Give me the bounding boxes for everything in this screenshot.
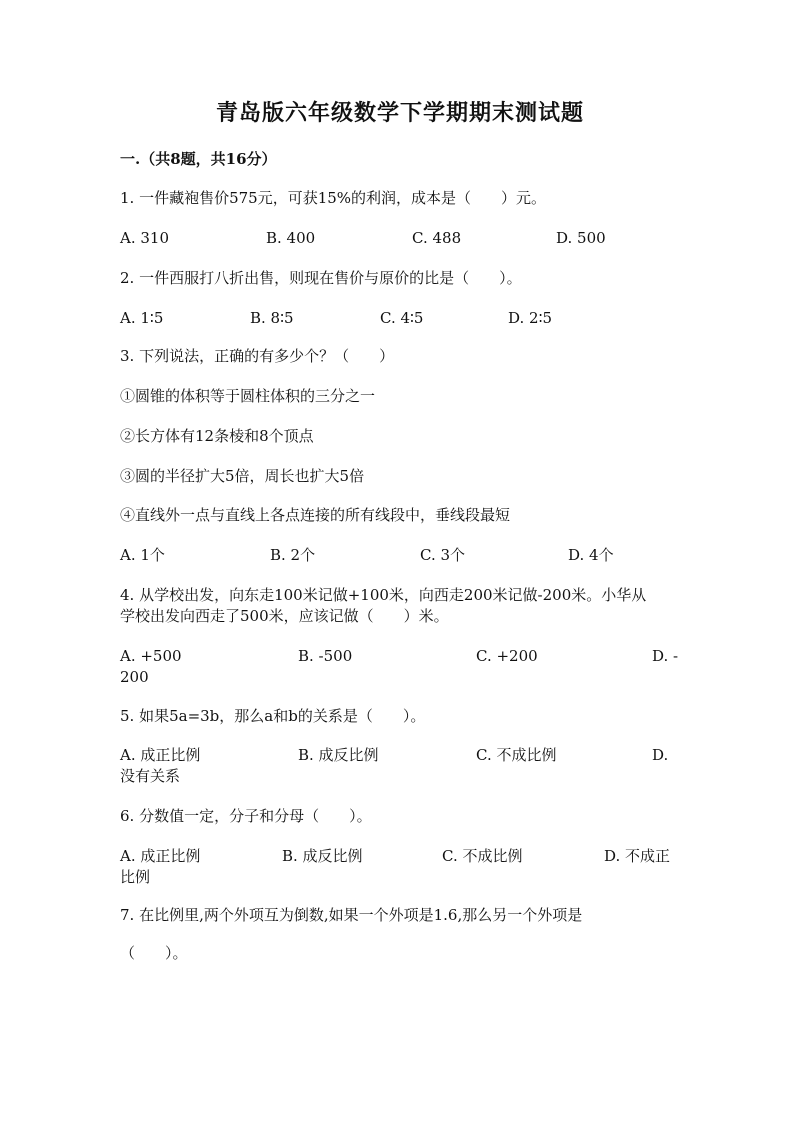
- question-3-stem: 3. 下列说法，正确的有多少个？（ ）: [120, 347, 395, 365]
- question-4-option-b: B. -500: [298, 647, 353, 665]
- question-6-option-d: D. 不成正: [604, 847, 671, 865]
- question-3-option-b: B. 2个: [270, 546, 316, 564]
- question-3-statement-1: ①圆锥的体积等于圆柱体积的三分之一: [120, 387, 376, 405]
- question-4-stem-line-2: 学校出发向西走了500米，应该记做（ ）米。: [120, 607, 449, 625]
- question-2-stem: 2. 一件西服打八折出售，则现在售价与原价的比是（ ）。: [120, 269, 522, 287]
- question-4-stem-line-1: 4. 从学校出发，向东走100米记做+100米，向西走200米记做-200米。小华从: [120, 586, 647, 604]
- question-1-option-b: B. 400: [266, 229, 316, 247]
- question-3-option-c: C. 3个: [420, 546, 466, 564]
- question-5-option-b: B. 成反比例: [298, 746, 379, 764]
- question-5-option-d-wrap: 没有关系: [120, 767, 181, 785]
- question-3-option-a: A. 1个: [120, 546, 165, 564]
- page-title: 青岛版六年级数学下学期期末测试题: [215, 100, 584, 126]
- question-6-option-c: C. 不成比例: [442, 847, 523, 865]
- question-2-option-c: C. 4∶5: [380, 309, 424, 327]
- question-2-option-d: D. 2∶5: [508, 309, 553, 327]
- section-header: 一.（共8题，共16分）: [120, 150, 277, 168]
- question-5-option-c: C. 不成比例: [476, 746, 557, 764]
- question-4-option-c: C. +200: [476, 647, 538, 665]
- question-1-option-a: A. 310: [120, 229, 169, 247]
- question-7-stem-line-1: 7. 在比例里,两个外项互为倒数,如果一个外项是1.6,那么另一个外项是: [120, 906, 583, 924]
- question-1-option-c: C. 488: [412, 229, 462, 247]
- question-7-stem-line-2: （ ）。: [120, 944, 188, 962]
- question-3-statement-4: ④直线外一点与直线上各点连接的所有线段中，垂线段最短: [120, 506, 511, 524]
- question-6-stem: 6. 分数值一定，分子和分母（ ）。: [120, 807, 372, 825]
- question-6-option-d-wrap: 比例: [120, 868, 151, 886]
- question-2-option-a: A. 1∶5: [120, 309, 164, 327]
- question-5-option-d: D.: [652, 746, 669, 764]
- question-5-option-a: A. 成正比例: [120, 746, 201, 764]
- question-6-option-b: B. 成反比例: [282, 847, 363, 865]
- question-5-stem: 5. 如果5a=3b，那么a和b的关系是（ ）。: [120, 707, 426, 725]
- question-3-statement-3: ③圆的半径扩大5倍，周长也扩大5倍: [120, 467, 365, 485]
- question-6-option-a: A. 成正比例: [120, 847, 201, 865]
- question-4-option-d: D. -: [652, 647, 679, 665]
- question-1-option-d: D. 500: [556, 229, 606, 247]
- question-4-option-a: A. +500: [120, 647, 182, 665]
- question-4-option-d-wrap: 200: [120, 668, 149, 686]
- question-3-statement-2: ②长方体有12条棱和8个顶点: [120, 427, 314, 445]
- question-1-stem: 1. 一件藏袍售价575元，可获15%的利润，成本是（ ）元。: [120, 189, 547, 207]
- question-3-option-d: D. 4个: [568, 546, 614, 564]
- question-2-option-b: B. 8∶5: [250, 309, 294, 327]
